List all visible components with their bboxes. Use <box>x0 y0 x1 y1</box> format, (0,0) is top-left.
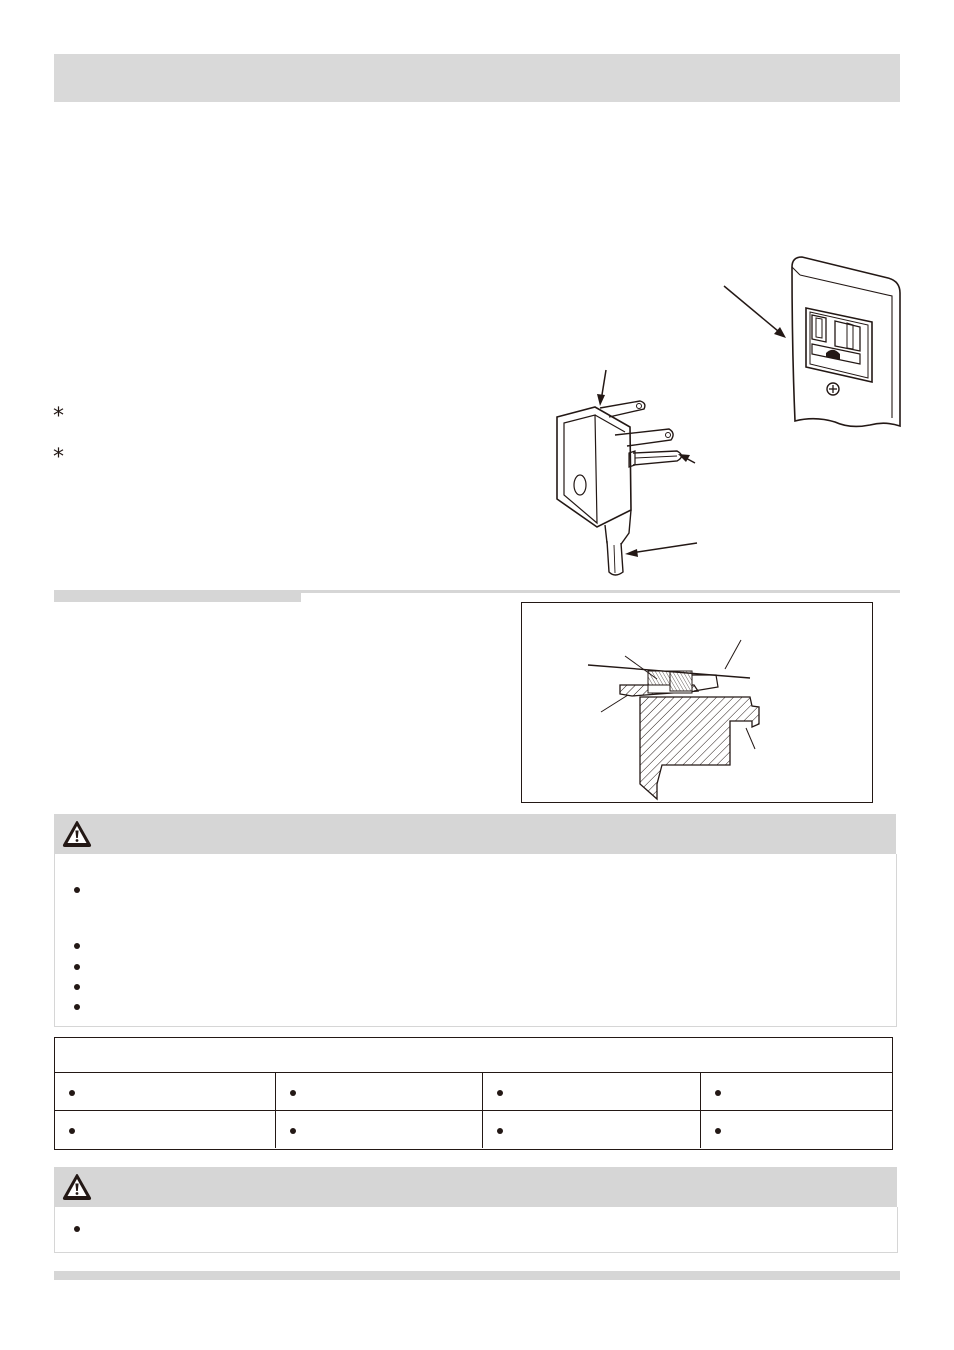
table-cell <box>701 1111 892 1148</box>
warning-item <box>91 884 886 897</box>
table-cell <box>276 1073 483 1110</box>
bullet <box>69 1128 75 1134</box>
bullet <box>74 1004 80 1010</box>
warning-item <box>91 1001 886 1014</box>
table-title <box>55 1038 892 1073</box>
cross-section-drawing <box>522 603 872 802</box>
checklist-table <box>54 1037 893 1150</box>
bullet <box>74 1226 80 1232</box>
bullet <box>497 1128 503 1134</box>
table-cell <box>483 1073 701 1110</box>
table-row <box>55 1110 892 1148</box>
bullet <box>74 943 80 949</box>
note-asterisk: * <box>53 445 64 470</box>
outlet-illustration <box>700 250 910 435</box>
table-cell <box>55 1073 276 1110</box>
plug-illustration <box>545 365 705 580</box>
bullet <box>74 964 80 970</box>
warning-item <box>91 961 886 974</box>
warning-item <box>91 981 886 994</box>
warning-body <box>54 1207 898 1253</box>
section-figure <box>521 602 873 803</box>
header-bar <box>54 54 900 102</box>
bullet <box>74 887 80 893</box>
table-row <box>55 1073 892 1110</box>
warning-header <box>54 1167 897 1207</box>
bullet <box>74 984 80 990</box>
warning-header <box>54 814 896 854</box>
footer-bar <box>54 1271 900 1280</box>
table-cell <box>276 1111 483 1148</box>
table-cell <box>701 1073 892 1110</box>
warning-triangle-icon <box>62 820 92 848</box>
bullet <box>715 1090 721 1096</box>
warning-item <box>91 1223 887 1236</box>
table-cell <box>483 1111 701 1148</box>
bullet <box>290 1128 296 1134</box>
bullet <box>69 1090 75 1096</box>
section-tab <box>54 590 301 602</box>
bullet <box>715 1128 721 1134</box>
warning-body <box>54 854 897 1027</box>
bullet <box>497 1090 503 1096</box>
note-asterisk: * <box>53 404 64 429</box>
bullet <box>290 1090 296 1096</box>
warning-item <box>91 940 886 953</box>
table-cell <box>55 1111 276 1148</box>
warning-triangle-icon <box>62 1173 92 1201</box>
